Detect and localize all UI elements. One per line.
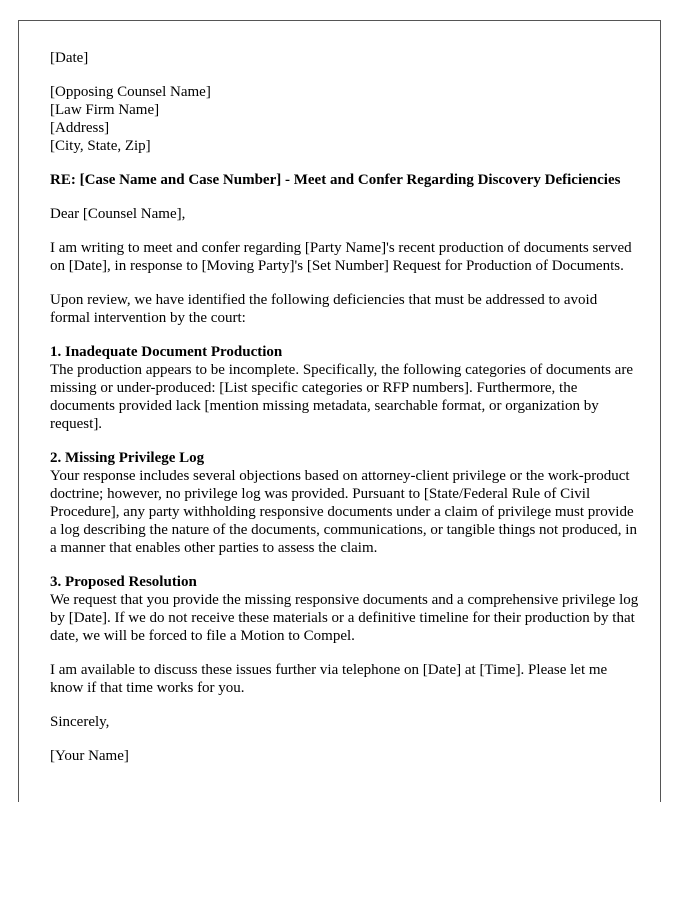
review-paragraph: Upon review, we have identified the following deficiencies that must be addressed to avoid formal intervention by the court:: [50, 292, 598, 326]
recipient-address: [Address]: [50, 120, 110, 136]
availability-paragraph: I am available to discuss these issues further via telephone on [Date] at [Time]. Please let me know if that time works for you.: [50, 662, 608, 696]
recipient-firm: [Law Firm Name]: [50, 102, 160, 118]
letter-date: [Date]: [50, 50, 89, 66]
section-body: The production appears to be incomplete. Specifically, the following categories of documents are missing or under-produced: [List specific categories or RFP numbers]. Furthermore, the documents provided lack [mention missing metadata, searchable format, or organization by request].: [50, 362, 633, 432]
letter-content: [50, 49, 640, 781]
intro-paragraph: I am writing to meet and confer regarding [Party Name]'s recent production of documents served on [Date], in response to [Moving Party]'s [Set Number] Request for Production of Documents.: [50, 240, 632, 274]
section-body: Your response includes several objections based on attorney-client privilege or the work-product doctrine; however, no privilege log was provided. Pursuant to [State/Federal Rule of Civil Procedure], any party withholding responsive documents under a claim of privilege must provide a log describing the nature of the documents, communications, or tangible things not produced, in a manner that enables other parties to assess the claim.: [50, 468, 637, 556]
recipient-city-state-zip: [City, State, Zip]: [50, 138, 151, 154]
section-body: We request that you provide the missing responsive documents and a comprehensive privilege log by [Date]. If we do not receive these materials or a definitive timeline for their production by that date, we will be forced to file a Motion to Compel.: [50, 592, 639, 644]
section-proposed-resolution: [50, 573, 640, 645]
section-heading: 1. Inadequate Document Production: [50, 344, 283, 360]
section-heading: 2. Missing Privilege Log: [50, 450, 205, 466]
subject-line: RE: [Case Name and Case Number] - Meet and Confer Regarding Discovery Deficiencies: [50, 172, 621, 188]
section-heading: 3. Proposed Resolution: [50, 574, 197, 590]
section-inadequate-production: [50, 343, 640, 433]
section-missing-privilege-log: [50, 449, 640, 557]
recipient-name: [Opposing Counsel Name]: [50, 84, 211, 100]
salutation: Dear [Counsel Name],: [50, 206, 186, 222]
letter-page: [18, 20, 661, 802]
closing: Sincerely,: [50, 714, 110, 730]
recipient-address-block: [50, 83, 640, 155]
signature: [Your Name]: [50, 748, 129, 764]
